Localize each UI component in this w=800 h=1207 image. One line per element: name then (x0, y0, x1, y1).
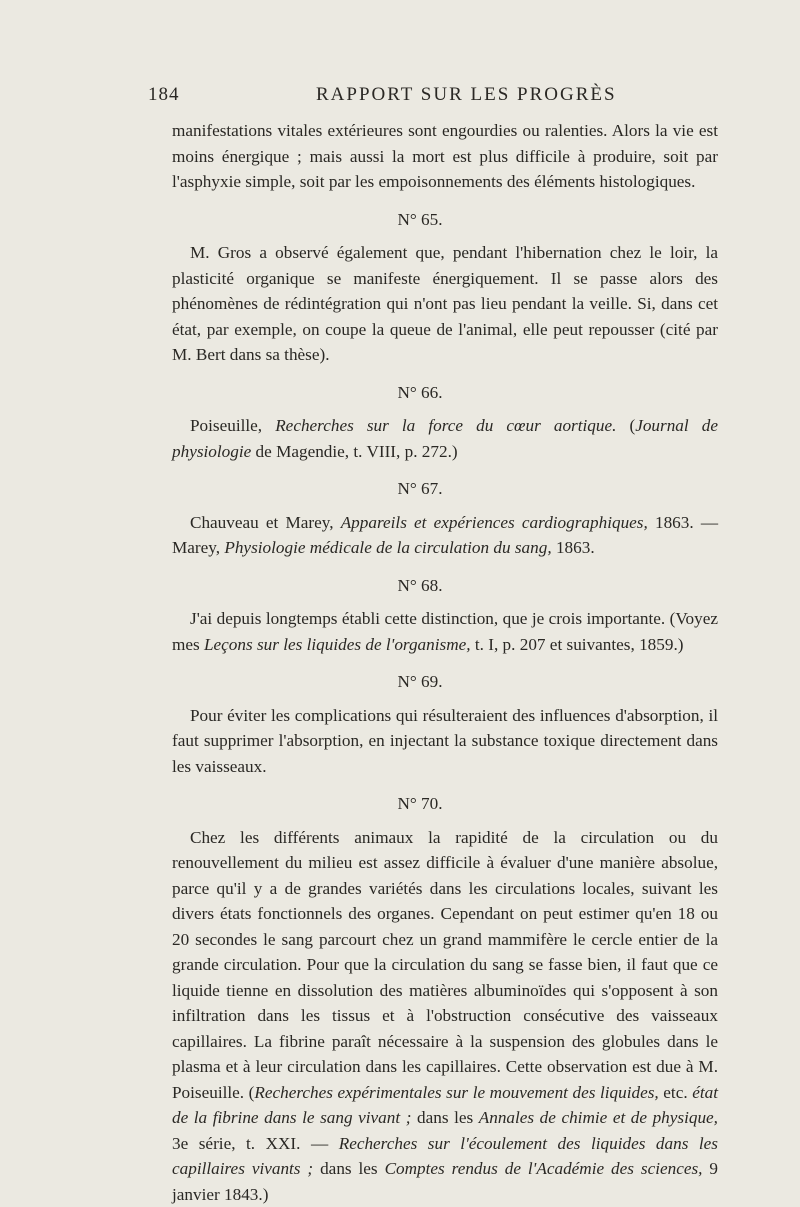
note-number-65: N° 65. (172, 207, 718, 233)
note-70-journal-1: Annales de chimie et de physique, (479, 1108, 718, 1127)
note-67-authors: Chauveau et Marey, (190, 513, 341, 532)
note-70-journal-2: Comptes rendus de l'Académie des sciences, (385, 1159, 703, 1178)
note-number-66: N° 66. (172, 380, 718, 406)
note-68-text-1: J'ai depuis longtemps établi cette distinction, que je crois importante. (Voyez mes (172, 609, 718, 654)
note-68-text-2: t. I, p. 207 et suivantes, 1859.) (471, 635, 684, 654)
note-70-title-3: Recherches sur l'écoulement des liquides dans les capillaires vivants ; (172, 1134, 718, 1179)
running-title: RAPPORT SUR LES PROGRÈS (316, 84, 617, 106)
note-65-text: M. Gros a observé également que, pendant l'hibernation chez le loir, la plasticité organique se manifeste énergiquement. Il se passe alors des phénomènes de rédintégration qui n'ont pas lieu pendant la veille. Si, dans cet état, par exemple, on coupe la queue de l'animal, elle peut repousser (cité par M. Bert dans sa thèse). (172, 240, 718, 368)
note-67-title-2: Physiologie médicale de la circulation du sang, (224, 538, 551, 557)
note-70-text-2: etc. (659, 1083, 692, 1102)
note-number-70: N° 70. (172, 791, 718, 817)
note-70-text-1: Chez les différents animaux la rapidité de la circulation ou du renouvellement du milieu est assez difficile à évaluer d'une manière absolue, parce qu'il y a de grandes variétés dans les circulations locales, suivant les divers états fonctionnels des organes. Cependant on peut estimer qu'en 18 ou 20 secondes le sang parcourt chez un grand mammifère le cercle entier de la grande circulation. Pour que la circulation du sang se fasse bien, il faut que ce liquide tienne en dissolution des matières albuminoïdes qui s'opposent à son infiltration dans les tissus et à l'obstruction consécutive des vaisseaux capillaires. La fibrine paraît nécessaire à la suspension des globules dans le plasma et à leur circulation dans les capillaires. Cette observation est due à M. Poiseuille. ( (172, 828, 718, 1102)
note-number-68: N° 68. (172, 573, 718, 599)
note-68-title: Leçons sur les liquides de l'organisme, (204, 635, 471, 654)
note-number-67: N° 67. (172, 476, 718, 502)
note-66-text-2: ( (616, 416, 635, 435)
note-70-text-5: dans les (313, 1159, 384, 1178)
note-number-69: N° 69. (172, 669, 718, 695)
note-67-text (172, 510, 718, 561)
note-67-title-1: Appareils et expériences cardiographiques, (341, 513, 648, 532)
note-70-text (172, 825, 718, 1207)
note-70-title-2: état de la fibrine dans le sang vivant ; (172, 1083, 718, 1128)
note-66-text-3: de Magendie, t. VIII, p. 272.) (251, 442, 457, 461)
note-70-title-1: Recherches expérimentales sur le mouvement des liquides, (254, 1083, 658, 1102)
page-number: 184 (148, 84, 180, 106)
note-70-text-3: dans les (411, 1108, 478, 1127)
note-67-text-3: 1863. (552, 538, 595, 557)
note-66-text (172, 413, 718, 464)
note-66-title: Recherches sur la force du cœur aortique. (275, 416, 616, 435)
intro-paragraph: manifestations vitales extérieures sont engourdies ou ralenties. Alors la vie est moins énergique ; mais aussi la mort est plus difficile à produire, soit par l'asphyxie simple, soit par les empoisonnements des éléments histologiques. (172, 118, 718, 195)
page-body (172, 118, 718, 1207)
note-66-journal: Journal de physiologie (172, 416, 718, 461)
note-69-text: Pour éviter les complications qui résulteraient des influences d'absorption, il faut supprimer l'absorption, en injectant la substance toxique directement dans les vaisseaux. (172, 703, 718, 780)
note-67-text-2: 1863. — Marey, (172, 513, 718, 558)
note-68-text (172, 606, 718, 657)
note-70-text-4: 3e série, t. XXI. — (172, 1134, 339, 1153)
note-70-text-6: 9 janvier 1843.) (172, 1159, 718, 1204)
note-66-author: Poiseuille, (190, 416, 275, 435)
